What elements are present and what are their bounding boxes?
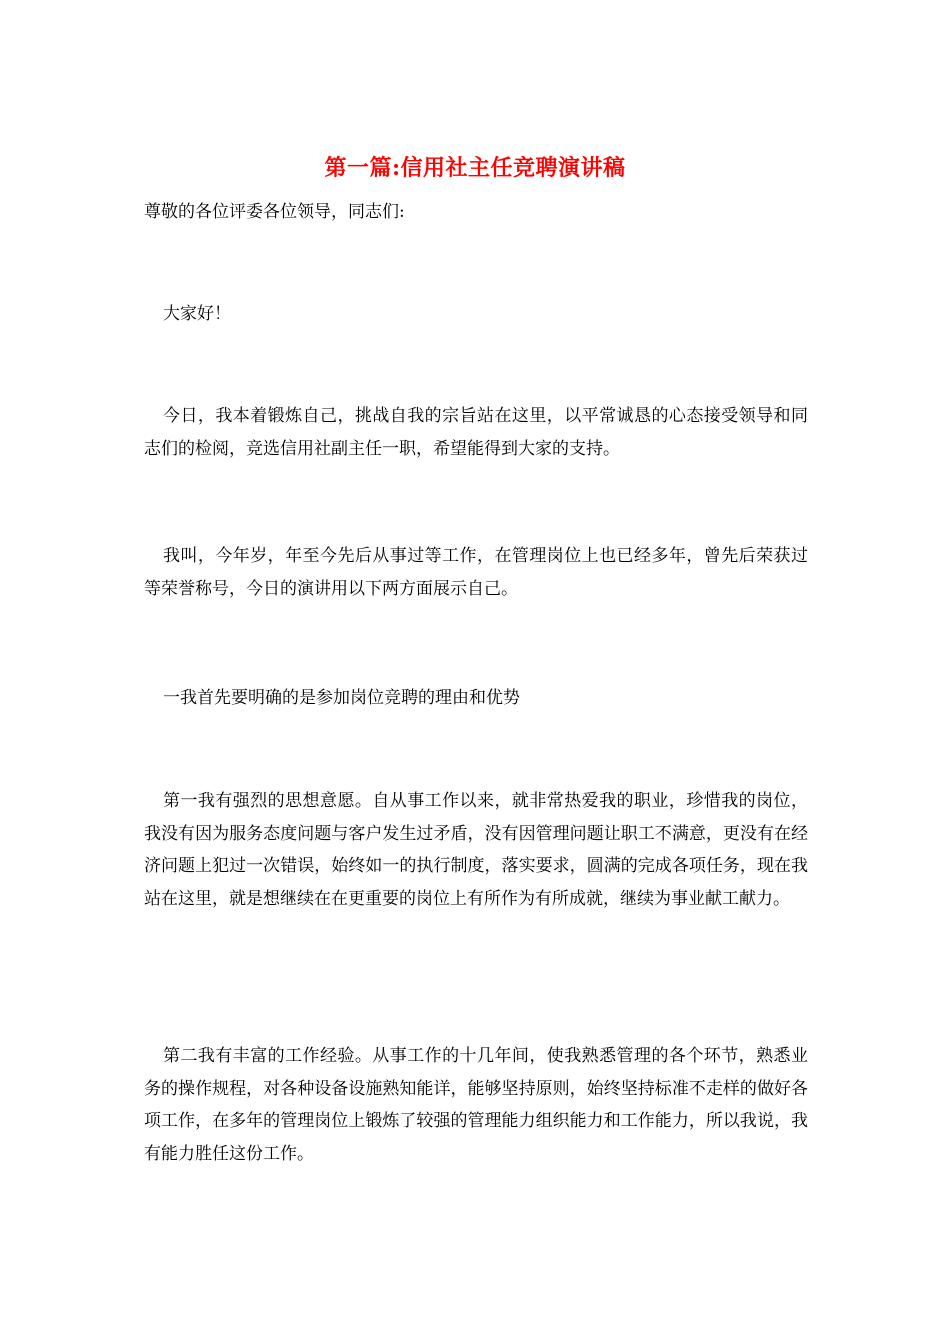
greeting: 大家好！ bbox=[163, 304, 231, 324]
document-title: 第一篇:信用社主任竞聘演讲稿 bbox=[324, 155, 626, 181]
paragraph-intro: 今日，我本着锻炼自己，挑战自我的宗旨站在这里，以平常诚恳的心态接受领导和同志们的检阅，竞选信用社副主任一职，希望能得到大家的支持。 bbox=[144, 406, 808, 459]
paragraph-self-introduction: 我叫，今年岁，年至今先后从事过等工作，在管理岗位上也已经多年，曾先后荣获过等荣誉称号，今日的演讲用以下两方面展示自己。 bbox=[144, 546, 808, 599]
section-heading-reasons: 一我首先要明确的是参加岗位竞聘的理由和优势 bbox=[163, 688, 520, 708]
paragraph-point-one: 第一我有强烈的思想意愿。自从事工作以来，就非常热爱我的职业，珍惜我的岗位，我没有因为服务态度问题与客户发生过矛盾，没有因管理问题让职工不满意，更没有在经济问题上犯过一次错误，始终如一的执行制度，落实要求，圆满的完成各项任务，现在我站在这里，就是想继续在在更重要的岗位上有所作为有所成就，继续为事业献工献力。 bbox=[144, 791, 808, 909]
paragraph-point-two: 第二我有丰富的工作经验。从事工作的十几年间，使我熟悉管理的各个环节，熟悉业务的操作规程，对各种设备设施熟知能详，能够坚持原则，始终坚持标准不走样的做好各项工作，在多年的管理岗位上锻炼了较强的管理能力组织能力和工作能力，所以我说，我有能力胜任这份工作。 bbox=[144, 1046, 808, 1164]
salutation: 尊敬的各位评委各位领导，同志们: bbox=[144, 202, 405, 222]
